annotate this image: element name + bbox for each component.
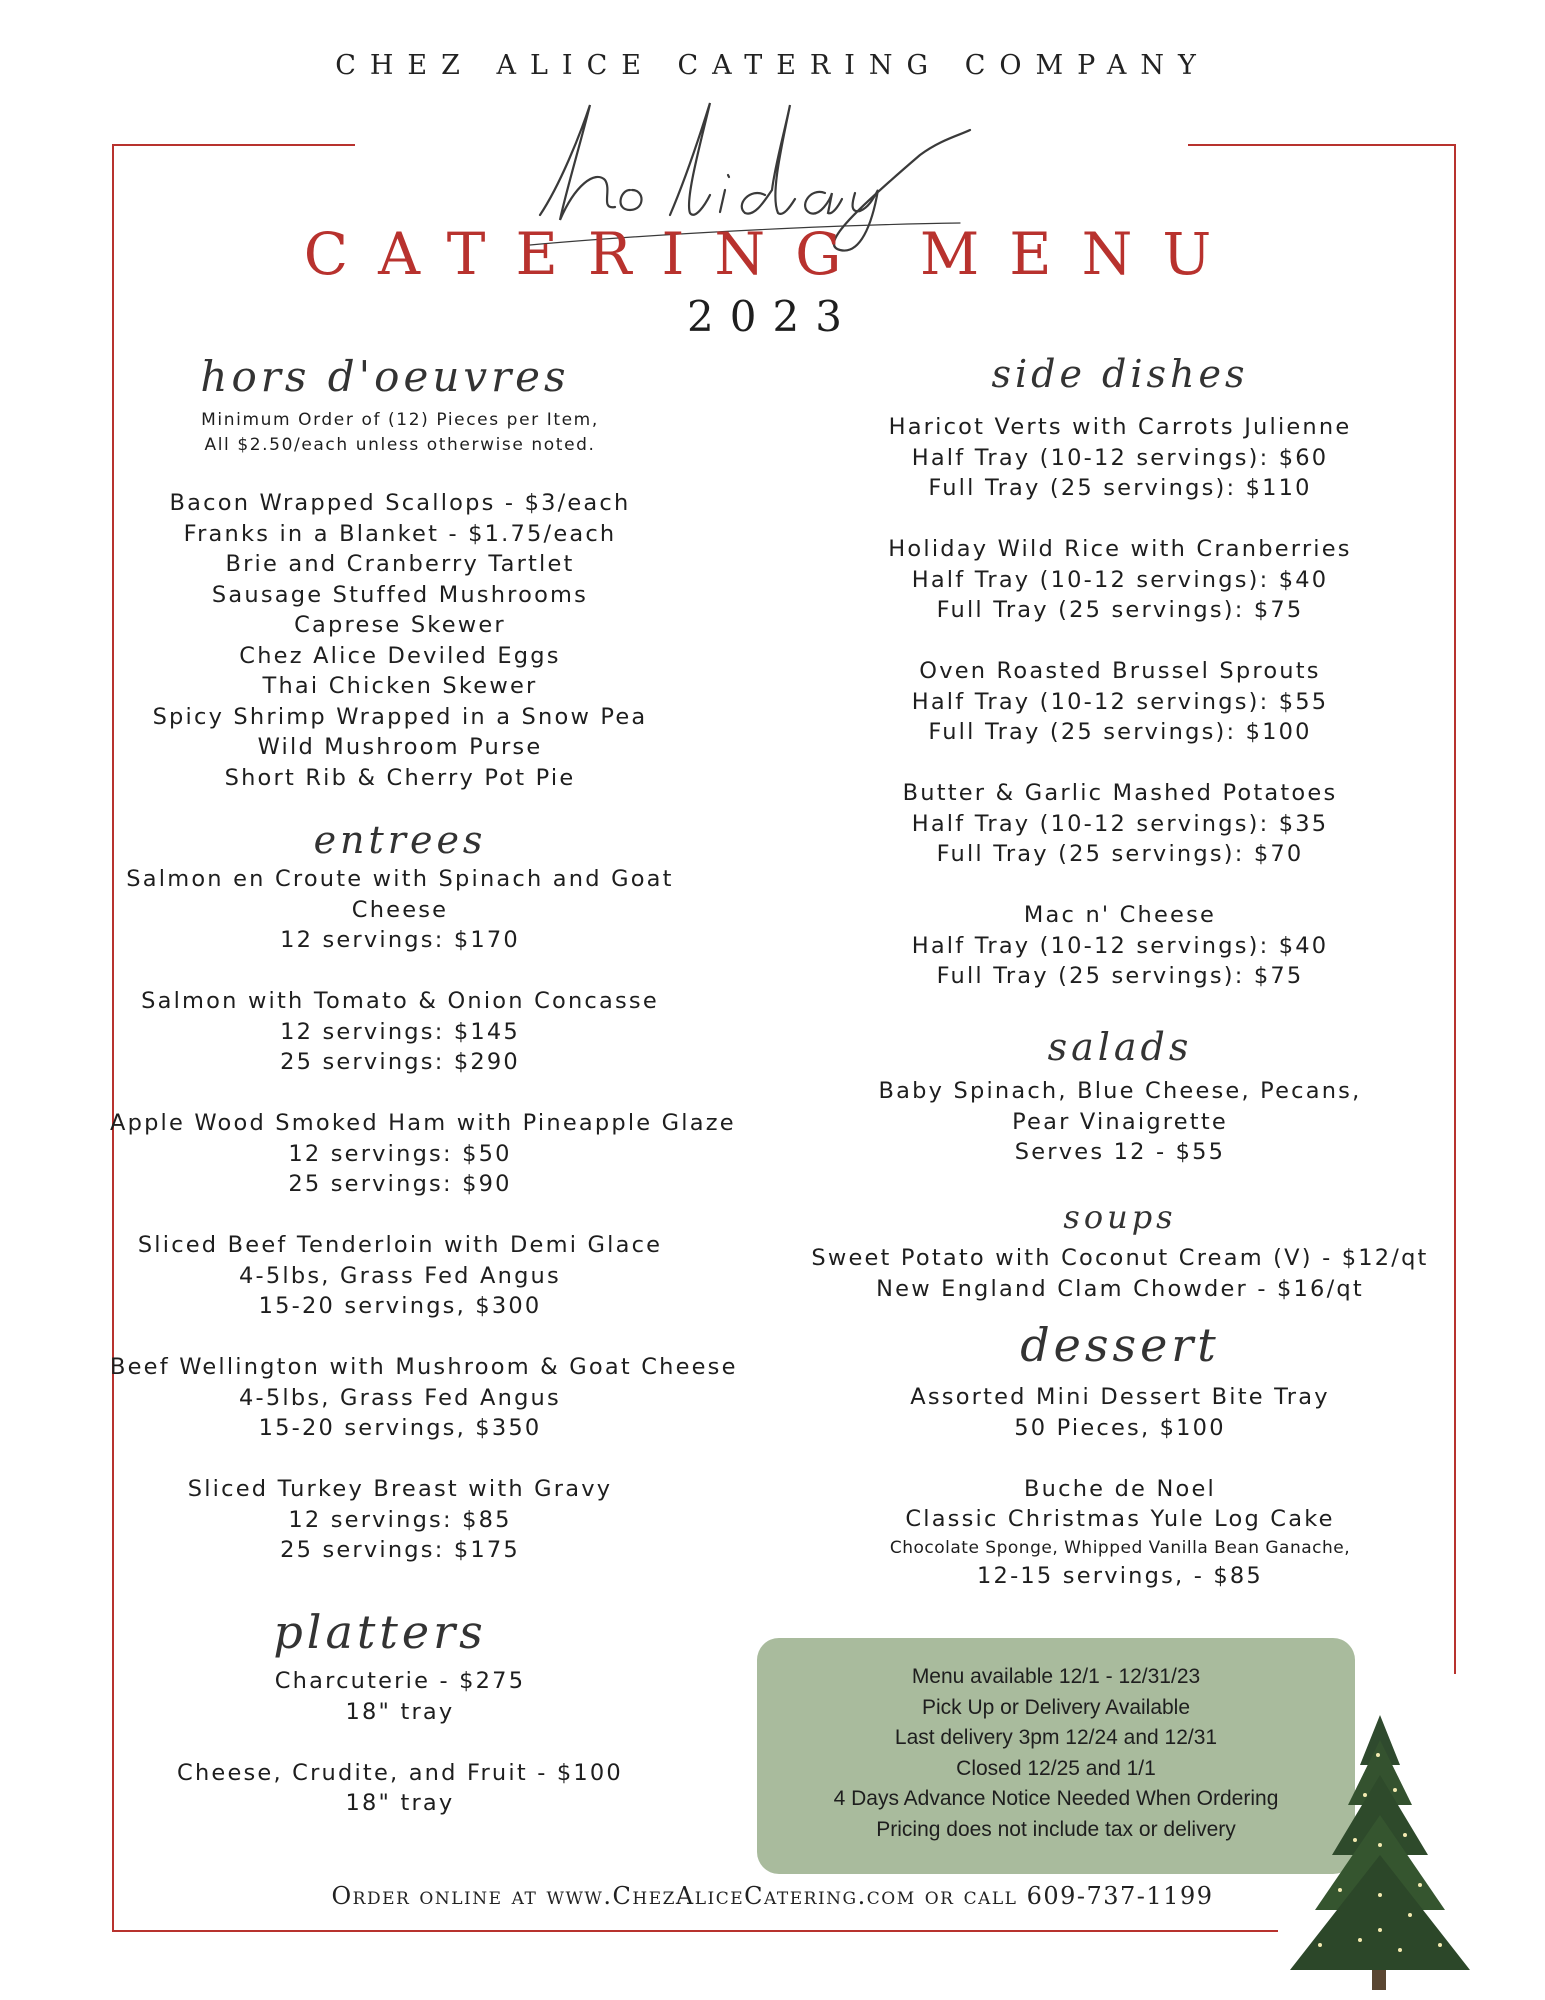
note-line: All $2.50/each unless otherwise noted.: [204, 435, 596, 455]
list-item: Chez Alice Deviled Eggs: [239, 642, 561, 669]
entrees-heading: entrees: [313, 818, 487, 862]
dessert-line: 12-15 servings, - $85: [977, 1562, 1263, 1589]
order-online-link[interactable]: Order online at www.ChezAliceCatering.com or call 609-737-1199: [331, 1882, 1214, 1910]
dessert-line: Buche de Noel: [1024, 1475, 1216, 1502]
side-line: Mac n' Cheese: [1023, 902, 1217, 928]
salads-list: [800, 1076, 1440, 1168]
entree-line: Salmon en Croute with Spinach and Goat: [126, 866, 674, 892]
list-item: Short Rib & Cherry Pot Pie: [224, 764, 576, 791]
platter-line: 18" tray: [345, 1698, 455, 1725]
side-line: Butter & Garlic Mashed Potatoes: [902, 780, 1338, 806]
side-line: Full Tray (25 servings): $100: [928, 719, 1312, 745]
side-line: Full Tray (25 servings): $75: [936, 597, 1304, 623]
entrees-list: [110, 864, 738, 1566]
dessert-line: Classic Christmas Yule Log Cake: [905, 1506, 1335, 1532]
side-line: Holiday Wild Rice with Cranberries: [888, 536, 1352, 562]
entree-line: Sliced Turkey Breast with Gravy: [187, 1476, 613, 1502]
dessert-heading: dessert: [1020, 1318, 1220, 1372]
side-line: Full Tray (25 servings): $110: [928, 475, 1312, 501]
platter-line: 18" tray: [345, 1790, 455, 1816]
salads-heading: salads: [1047, 1025, 1193, 1069]
platters-heading: platters: [273, 1605, 487, 1659]
entree-line: 25 servings: $290: [280, 1049, 520, 1075]
list-item: Brie and Cranberry Tartlet: [225, 551, 575, 577]
info-line: Menu available 12/1 - 12/31/23: [911, 1665, 1201, 1688]
dessert-line: Assorted Mini Dessert Bite Tray: [910, 1384, 1330, 1410]
entree-line: 25 servings: $175: [280, 1537, 520, 1563]
hors-doeuvres-list: [130, 488, 670, 793]
company-name: CHEZ ALICE CATERING COMPANY: [335, 50, 1210, 81]
entree-line: Beef Wellington with Mushroom & Goat Cheese: [110, 1354, 738, 1380]
entree-line: 4-5lbs, Grass Fed Angus: [239, 1384, 561, 1411]
side-line: Full Tray (25 servings): $70: [936, 841, 1304, 867]
platter-line: Charcuterie - $275: [274, 1668, 526, 1694]
info-line: Pick Up or Delivery Available: [921, 1695, 1191, 1719]
entree-line: Cheese: [351, 896, 449, 923]
side-line: Full Tray (25 servings): $75: [936, 963, 1304, 989]
list-item: Wild Mushroom Purse: [257, 734, 543, 760]
entree-line: Sliced Beef Tenderloin with Demi Glace: [137, 1232, 663, 1258]
entree-line: 25 servings: $90: [288, 1171, 512, 1197]
platters-list: [130, 1666, 670, 1819]
entree-line: 12 servings: $85: [288, 1506, 512, 1533]
entree-line: 12 servings: $50: [288, 1140, 512, 1167]
soup-line: Sweet Potato with Coconut Cream (V) - $12/qt: [811, 1245, 1429, 1271]
entree-line: Apple Wood Smoked Ham with Pineapple Glaze: [110, 1110, 736, 1136]
frame-top-left: [112, 144, 355, 146]
hors-doeuvres-heading: hors d'oeuvres: [200, 352, 570, 401]
salad-line: Pear Vinaigrette: [1012, 1108, 1228, 1135]
list-item: Sausage Stuffed Mushrooms: [211, 581, 589, 608]
entree-line: Salmon with Tomato & Onion Concasse: [141, 988, 659, 1014]
side-dishes-heading: side dishes: [991, 352, 1249, 396]
side-line: Half Tray (10-12 servings): $35: [911, 810, 1329, 837]
entree-line: 12 servings: $145: [280, 1018, 520, 1045]
soup-line: New England Clam Chowder - $16/qt: [876, 1275, 1364, 1302]
salad-line: Serves 12 - $55: [1014, 1139, 1226, 1165]
entree-line: 12 servings: $170: [280, 927, 520, 953]
catering-menu-title: CATERING MENU: [303, 220, 1242, 288]
dessert-list: [800, 1382, 1440, 1591]
side-line: Oven Roasted Brussel Sprouts: [919, 658, 1321, 684]
list-item: Thai Chicken Skewer: [262, 673, 538, 699]
frame-bottom: [112, 1930, 1278, 1932]
frame-top-right: [1188, 144, 1456, 146]
salad-line: Baby Spinach, Blue Cheese, Pecans,: [878, 1078, 1362, 1104]
entree-line: 4-5lbs, Grass Fed Angus: [239, 1262, 561, 1289]
hors-doeuvres-note: [130, 408, 670, 458]
note-line: Minimum Order of (12) Pieces per Item,: [201, 410, 599, 430]
info-line: Pricing does not include tax or delivery: [876, 1817, 1236, 1841]
side-line: Half Tray (10-12 servings): $40: [911, 566, 1329, 593]
list-item: Franks in a Blanket - $1.75/each: [183, 520, 617, 547]
soups-list: [790, 1243, 1450, 1304]
entree-line: 15-20 servings, $300: [258, 1293, 542, 1319]
side-line: Half Tray (10-12 servings): $40: [911, 932, 1329, 959]
soups-heading: soups: [1063, 1198, 1177, 1236]
list-item: Spicy Shrimp Wrapped in a Snow Pea: [152, 703, 648, 730]
info-line: Closed 12/25 and 1/1: [956, 1756, 1156, 1780]
list-item: Bacon Wrapped Scallops - $3/each: [169, 490, 631, 516]
christmas-tree-icon: [1260, 1705, 1500, 1995]
frame-right: [1454, 144, 1456, 1674]
info-line: Last delivery 3pm 12/24 and 12/31: [894, 1726, 1218, 1749]
platter-line: Cheese, Crudite, and Fruit - $100: [177, 1759, 623, 1786]
list-item: Caprese Skewer: [294, 612, 506, 638]
info-line: 4 Days Advance Notice Needed When Ordering: [833, 1787, 1279, 1810]
side-dishes-list: [800, 412, 1440, 992]
menu-year: 2023: [687, 292, 858, 341]
entree-line: 15-20 servings, $350: [258, 1415, 542, 1441]
dessert-line: 50 Pieces, $100: [1014, 1414, 1226, 1441]
side-line: Half Tray (10-12 servings): $55: [911, 688, 1329, 715]
side-line: Haricot Verts with Carrots Julienne: [888, 414, 1352, 440]
dessert-note: Chocolate Sponge, Whipped Vanilla Bean Ganache,: [889, 1537, 1351, 1558]
side-line: Half Tray (10-12 servings): $60: [911, 444, 1329, 471]
